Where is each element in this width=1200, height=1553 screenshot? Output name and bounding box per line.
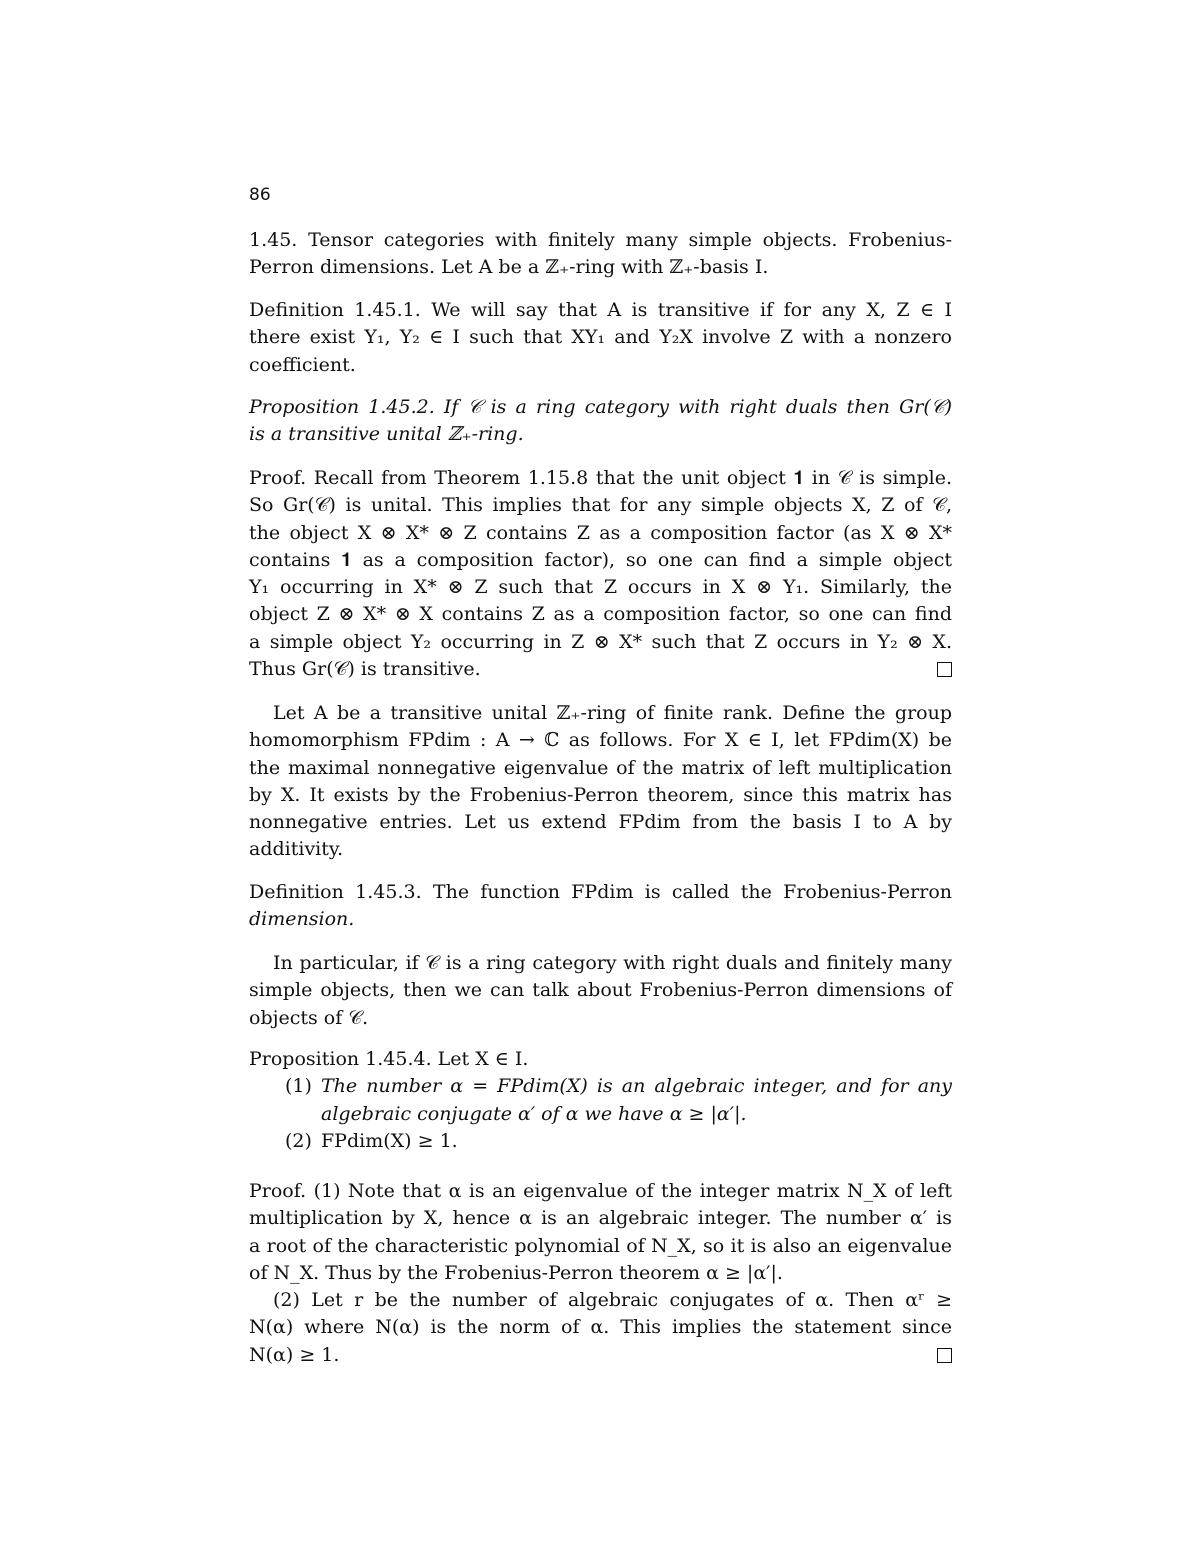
paragraph-line: homomorphism FPdim : A → ℂ as follows. For X ∈ I, let FPdim(X) be xyxy=(249,729,952,752)
particular-paragraph xyxy=(249,950,952,1032)
list-item xyxy=(285,1073,952,1128)
proposition-list xyxy=(249,1073,952,1155)
section-heading xyxy=(249,227,952,282)
definition-line: dimension. xyxy=(249,908,355,931)
proposition-line: is a transitive unital ℤ₊-ring. xyxy=(249,423,524,446)
proposition-line: Proposition 1.45.2. If 𝒞 is a ring category with right duals then Gr(𝒞) xyxy=(249,396,952,418)
proof-line: N(α) where N(α) is the norm of α. This implies the statement since xyxy=(249,1316,952,1339)
paragraph-line: simple objects, then we can talk about Frobenius-Perron dimensions of xyxy=(249,979,952,1002)
proof-line: Proof. (1) Note that α is an eigenvalue of the integer matrix N_X of left xyxy=(249,1180,952,1202)
proposition-heading: Proposition 1.45.4. Let X ∈ I. xyxy=(249,1048,529,1070)
proof-line: So Gr(𝒞) is unital. This implies that for any simple objects X, Z of 𝒞, xyxy=(249,494,952,517)
definition-1-45-1 xyxy=(249,297,952,379)
qed-box-icon xyxy=(937,1348,952,1363)
proof-line: contains 𝟏 as a composition factor), so one can find a simple object xyxy=(249,548,952,571)
list-item-number: (1) xyxy=(285,1075,312,1098)
proof-line: of N_X. Thus by the Frobenius-Perron theorem α ≥ |α′|. xyxy=(249,1261,783,1284)
section-heading-line-2: Perron dimensions. Let A be a ℤ₊-ring with ℤ₊-basis I. xyxy=(249,256,769,279)
proposition-1-45-4 xyxy=(249,1046,952,1155)
proposition-1-45-2 xyxy=(249,394,952,449)
definition-line: there exist Y₁, Y₂ ∈ I such that XY₁ and Y₂X involve Z with a nonzero xyxy=(249,326,952,349)
paragraph-line: the maximal nonnegative eigenvalue of the matrix of left multiplication xyxy=(249,756,952,779)
qed-box-icon xyxy=(937,662,952,677)
proof-prop-1-45-4 xyxy=(249,1178,952,1369)
list-item-line: FPdim(X) ≥ 1. xyxy=(321,1129,458,1152)
paragraph-line: additivity. xyxy=(249,838,344,861)
proof-line: Proof. Recall from Theorem 1.15.8 that the unit object 𝟏 in 𝒞 is simple. xyxy=(249,467,952,489)
proof-line: Thus Gr(𝒞) is transitive. xyxy=(249,658,481,681)
proof-line: Y₁ occurring in X* ⊗ Z such that Z occurs in X ⊗ Y₁. Similarly, the xyxy=(249,576,952,599)
paragraph-line: by X. It exists by the Frobenius-Perron theorem, since this matrix has xyxy=(249,783,952,806)
proof-line: a simple object Y₂ occurring in Z ⊗ X* such that Z occurs in Y₂ ⊗ X. xyxy=(249,630,952,653)
paragraph-line: Let A be a transitive unital ℤ₊-ring of finite rank. Define the group xyxy=(273,702,952,724)
definition-line: Definition 1.45.3. The function FPdim is called the Frobenius-Perron xyxy=(249,881,952,903)
list-item-line: The number α = FPdim(X) is an algebraic integer, and for any xyxy=(321,1075,952,1098)
paragraph-line: In particular, if 𝒞 is a ring category with right duals and finitely many xyxy=(273,952,952,974)
proof-line: object Z ⊗ X* ⊗ X contains Z as a composition factor, so one can find xyxy=(249,603,952,626)
definition-line: coefficient. xyxy=(249,353,356,376)
proof-line: (2) Let r be the number of algebraic conjugates of α. Then αʳ ≥ xyxy=(273,1289,952,1312)
definition-line: Definition 1.45.1. We will say that A is transitive if for any X, Z ∈ I xyxy=(249,299,952,321)
fpdim-paragraph xyxy=(249,700,952,864)
proof-line: N(α) ≥ 1. xyxy=(249,1343,340,1366)
proof-line: multiplication by X, hence α is an algebraic integer. The number α′ is xyxy=(249,1207,952,1230)
proof-line: a root of the characteristic polynomial of N_X, so it is also an eigenvalue xyxy=(249,1234,952,1257)
proof-prop-1-45-2 xyxy=(249,465,952,683)
list-item xyxy=(285,1128,952,1155)
section-heading-line-1: 1.45. Tensor categories with finitely many simple objects. Frobenius- xyxy=(249,229,952,251)
paragraph-line: nonnegative entries. Let us extend FPdim from the basis I to A by xyxy=(249,811,952,834)
page-number: 86 xyxy=(249,185,271,205)
list-item-number: (2) xyxy=(285,1129,312,1152)
paragraph-line: objects of 𝒞. xyxy=(249,1006,369,1029)
proof-line: the object X ⊗ X* ⊗ Z contains Z as a composition factor (as X ⊗ X* xyxy=(249,521,952,544)
list-item-line: algebraic conjugate α′ of α we have α ≥ |α′|. xyxy=(321,1102,747,1125)
definition-1-45-3 xyxy=(249,879,952,934)
